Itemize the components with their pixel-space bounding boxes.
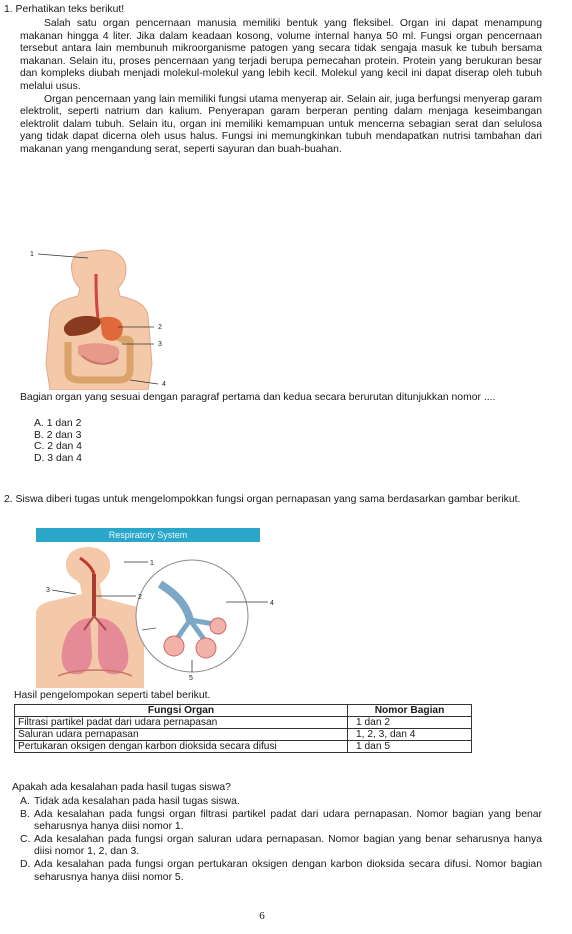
option-text: Ada kesalahan pada fungsi organ pertukaran oksigen dengan karbon dioksida secara difusi. Nomor bagian seharusnya hanya diisi nomor 5. [34,858,542,883]
option-text: Ada kesalahan pada fungsi organ filtrasi partikel padat dari udara pernapasan. Nomor bagian yang benar seharusnya hanya diisi nomor 1. [34,808,542,833]
paragraph-2: Organ pencernaan yang lain memiliki fungsi utama menyerap air. Selain air, juga berfungsi menyerap garam elektrolit, seperti natrium dan kalium. Penyerapan garam berperan penting dalam menjaga keseimbangan elektrolit dalam tubuh. Selain itu, organ ini memiliki kemampuan untuk mencerna sebagian serat dan selulosa yang tidak dapat dicerna oleh usus halus. Fungsi ini memungkinkan tubuh mendapatkan nutrisi tambahan dari makanan yang mengandung serat, seperti sayuran dan buah-buahan. [20,93,542,155]
page-number: 6 [259,910,265,922]
option-text: Tidak ada kesalahan pada hasil tugas siswa. [34,796,240,807]
respiratory-figure-title: Respiratory System [36,528,260,542]
table-header-row [15,705,472,717]
question-1-options [34,418,82,464]
table-cell: Saluran udara pernapasan [15,729,348,741]
table-row [15,741,472,753]
question-2-options [20,796,542,884]
digestive-system-figure [22,244,182,390]
table-cell: 1, 2, 3, dan 4 [348,729,472,741]
option-label: A. [20,796,30,807]
table-cell: 1 dan 2 [348,717,472,729]
respiratory-label-3: 3 [46,587,50,594]
question-1-title: 1. Perhatikan teks berikut! [4,4,125,15]
digestive-label-2: 2 [158,324,162,331]
option-c[interactable] [20,834,542,859]
respiratory-system-figure [36,544,282,688]
option-c[interactable]: C. 2 dan 4 [34,441,82,453]
table-row [15,729,472,741]
option-a[interactable] [20,796,542,809]
option-d[interactable] [20,859,542,884]
digestive-label-1: 1 [30,251,34,258]
respiratory-label-4: 4 [270,600,274,607]
digestive-label-3: 3 [158,341,162,348]
question-2-prompt: Apakah ada kesalahan pada hasil tugas siswa? [12,782,231,793]
option-d[interactable]: D. 3 dan 4 [34,452,82,464]
header-nomor-bagian: Nomor Bagian [348,705,472,717]
table-row [15,717,472,729]
table-cell: Pertukaran oksigen dengan karbon dioksida secara difusi [15,741,348,753]
option-label: D. [20,858,31,870]
option-label: C. [20,833,31,845]
table-cell: Filtrasi partikel padat dari udara pernapasan [15,717,348,729]
option-a[interactable]: A. 1 dan 2 [34,418,82,429]
option-b[interactable] [20,809,542,834]
option-label: B. [20,808,30,820]
grouping-result-table [14,704,472,753]
option-text: Ada kesalahan pada fungsi organ saluran udara pernapasan. Nomor bagian yang benar seharusnya hanya diisi nomor 1, 2, dan 3. [34,833,542,858]
table-caption: Hasil pengelompokan seperti tabel berikut. [14,690,211,701]
question-1-prompt: Bagian organ yang sesuai dengan paragraf pertama dan kedua secara berurutan ditunjukkan nomor .... [20,392,496,403]
respiratory-label-1: 1 [150,560,154,567]
paragraph-1: Salah satu organ pencernaan manusia memiliki bentuk yang fleksibel. Organ ini dapat menampung makanan hingga 4 liter. Jika dalam keadaan kosong, volume internal hanya 50 ml. Fungsi organ pencernaan tersebut antara lain membunuh mikroorganisme patogen yang secara tidak sengaja masuk ke tubuh bersama makanan. Selain itu, proses pencernaan yang terjadi berupa pemecahan protein. Protein yang berukuran besar dan kompleks diubah menjadi molekul-molekul yang lebih kecil. Molekul yang kecil ini dapat diserap oleh tubuh melalui usus. [20,18,542,92]
question-2-intro: 2. Siswa diberi tugas untuk mengelompokkan fungsi organ pernapasan yang sama berdasarkan gambar berikut. [4,494,521,505]
question-1-text [20,18,542,157]
option-b[interactable]: B. 2 dan 3 [34,429,82,441]
respiratory-label-2: 2 [138,594,142,601]
header-fungsi-organ: Fungsi Organ [15,705,348,717]
table-cell: 1 dan 5 [348,741,472,753]
respiratory-label-5: 5 [189,675,193,682]
digestive-label-4: 4 [162,381,166,388]
